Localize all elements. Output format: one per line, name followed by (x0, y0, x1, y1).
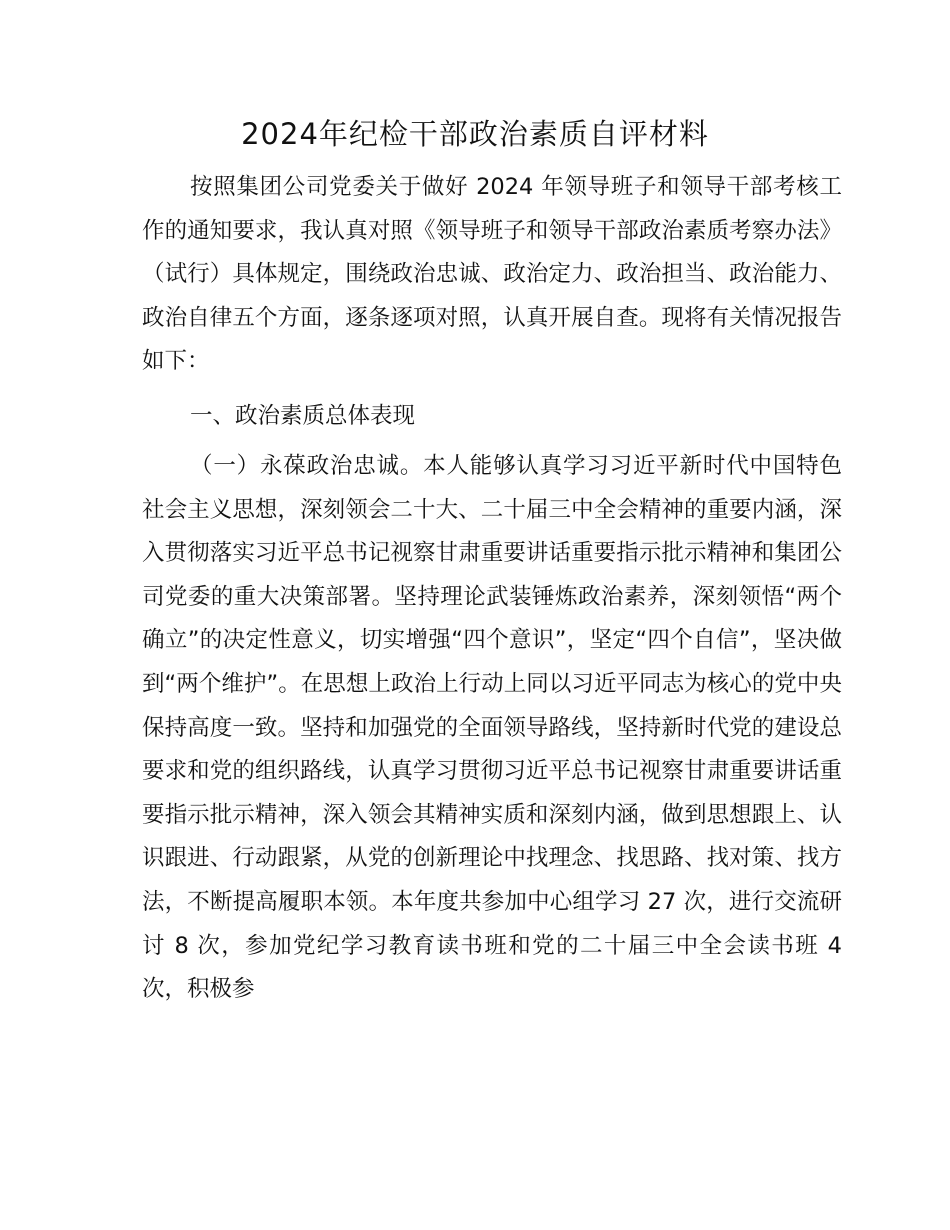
document-title: 2024年纪检干部政治素质自评材料 (241, 117, 709, 151)
section-paragraph: （一）永葆政治忠诚。本人能够认真学习习近平新时代中国特色社会主义思想，深刻领会二十大、二十届三中全会精神的重要内涵，深入贯彻落实习近平总书记视察甘肃重要讲话重要指示批示精神和集团公司党委的重大决策部署。坚持理论武装锤炼政治素养，深刻领悟“两个确立”的决定性意义，切实增强“四个意识”，坚定“四个自信”，坚决做到“两个维护”。在思想上政治上行动上同以习近平同志为核心的党中央保持高度一致。坚持和加强党的全面领导路线，坚持新时代党的建设总要求和党的组织路线，认真学习贯彻习近平总书记视察甘肃重要讲话重要指示批示精神，深入领会其精神实质和深刻内涵，做到思想跟上、认识跟进、行动跟紧，从党的创新理论中找理念、找思路、找对策、找方法，不断提高履职本领。本年度共参加中心组学习 27 次，进行交流研讨 8 次，参加党纪学习教育读书班和党的二十届三中全会读书班 4 次，积极参 (142, 453, 842, 1003)
intro-paragraph: 按照集团公司党委关于做好 2024 年领导班子和领导干部考核工作的通知要求，我认真对照《领导班子和领导干部政治素质考察办法》（试行）具体规定，围绕政治忠诚、政治定力、政治担当、政治能力、政治自律五个方面，逐条逐项对照，认真开展自查。现将有关情况报告如下： (142, 174, 842, 375)
section-heading: 一、政治素质总体表现 (190, 403, 416, 429)
